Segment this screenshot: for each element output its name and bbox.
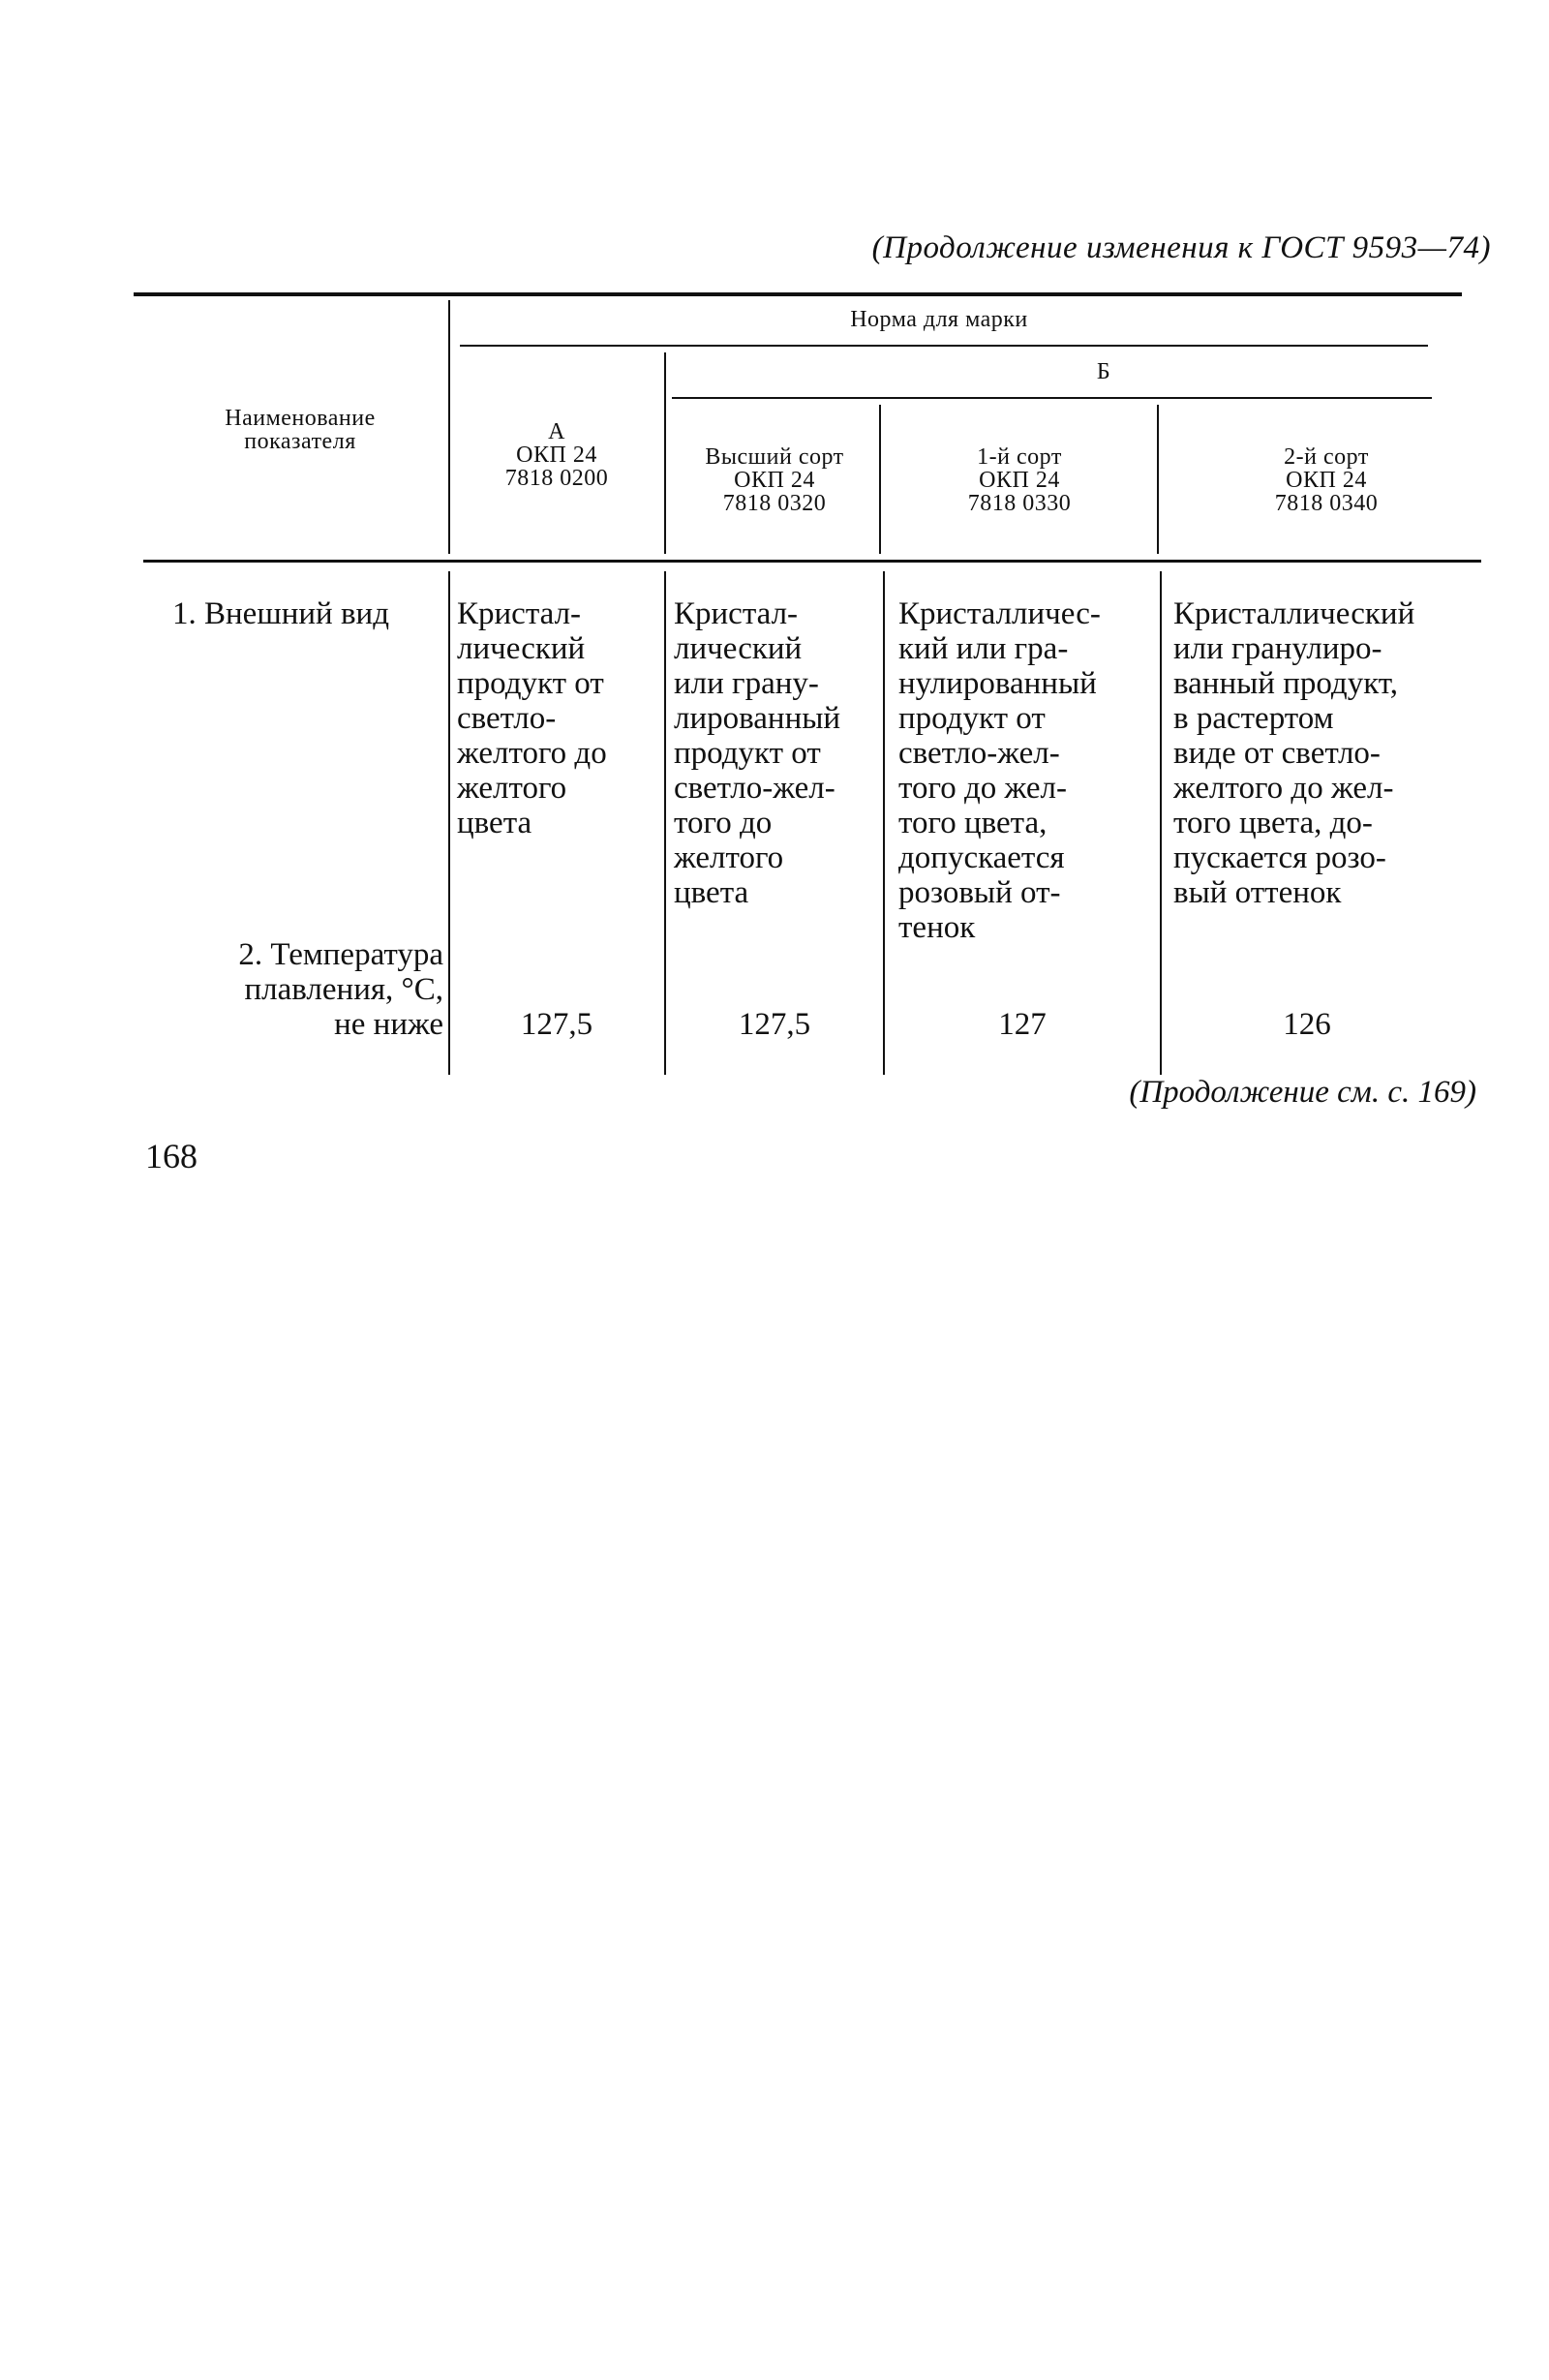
vline-1: [448, 300, 450, 554]
table-top-rule: [134, 292, 1462, 296]
continuation-footer: (Продолжение см. с. 169): [1129, 1075, 1476, 1110]
column-header-grade-b-top: Высший сорт ОКП 24 7818 0320: [705, 444, 844, 516]
cell-melting-b-first: 127: [998, 1007, 1047, 1042]
cell-melting-b-top: 127,5: [738, 1007, 811, 1042]
vline-3: [879, 405, 881, 554]
column-header-grade-a: А ОКП 24 7818 0200: [504, 419, 609, 491]
page-number: 168: [145, 1137, 197, 1175]
column-header-grade-b: Б: [1096, 359, 1111, 384]
grade-b-header-rule: [672, 397, 1432, 399]
vline-body-1: [448, 571, 450, 1075]
column-header-grade-b-second: 2-й сорт ОКП 24 7818 0340: [1274, 444, 1379, 516]
column-header-indicator: Наименование показателя: [225, 406, 376, 454]
cell-appearance-b-first: Кристалличес- кий или гра- нулированный продукт от светло-жел- того до жел- того цвета, допускается розовый от- тенок: [898, 596, 1101, 945]
column-header-norm: Норма для марки: [850, 307, 1028, 332]
cell-melting-a: 127,5: [520, 1007, 593, 1042]
vline-body-3: [883, 571, 885, 1075]
table-header-bottom-rule: [143, 560, 1481, 563]
vline-2: [664, 352, 666, 554]
column-header-grade-b-first: 1-й сорт ОКП 24 7818 0330: [967, 444, 1072, 516]
vline-body-2: [664, 571, 666, 1075]
norm-header-rule: [460, 345, 1428, 347]
row-label-appearance: 1. Внешний вид: [172, 596, 389, 631]
row-label-melting-point: 2. Температура плавления, °С, не ниже: [238, 937, 443, 1042]
cell-appearance-a: Кристал- лический продукт от светло- желтого до желтого цвета: [457, 596, 607, 840]
cell-melting-b-second: 126: [1283, 1007, 1331, 1042]
cell-appearance-b-top: Кристал- лический или грану- лированный продукт от светло-жел- того до желтого цвета: [674, 596, 841, 910]
vline-body-4: [1160, 571, 1162, 1075]
vline-4: [1157, 405, 1159, 554]
cell-appearance-b-second: Кристаллический или гранулиро- ванный продукт, в растертом виде от светло- желтого до жел- того цвета, до- пускается розо- вый оттенок: [1173, 596, 1415, 910]
continuation-header: (Продолжение изменения к ГОСТ 9593—74): [871, 230, 1491, 265]
